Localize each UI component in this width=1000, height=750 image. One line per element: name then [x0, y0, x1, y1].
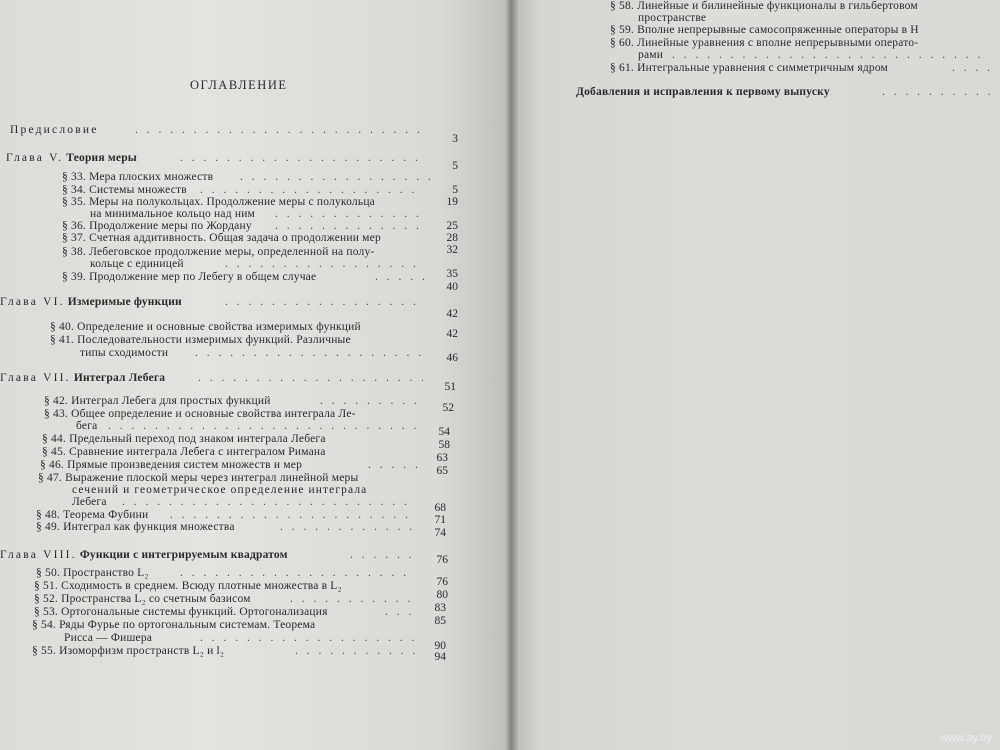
watermark: www.ay.by — [940, 732, 992, 744]
section-title: Ортогональные системы функций. Ортогонализация — [61, 606, 328, 618]
chapter-8-heading — [0, 549, 288, 562]
section-number: § 42. — [44, 395, 68, 407]
page-number: 46 — [446, 352, 458, 364]
page-number: 28 — [446, 232, 458, 244]
leader-dots — [225, 296, 425, 309]
leader-dots — [290, 593, 415, 606]
chapter-title: Теория меры — [66, 152, 137, 164]
section-number: § 54. — [32, 619, 56, 631]
leader-dots — [350, 549, 415, 562]
section-title: Линейные уравнения с вполне непрерывными операто- — [637, 37, 919, 49]
chapter-prefix: Глава VI. — [0, 296, 65, 308]
page-number: 76 — [436, 554, 448, 566]
section-number: § 41. — [50, 334, 74, 346]
section-title: Продолжение мер по Лебегу в общем случае — [89, 271, 317, 283]
section-title: Предельный переход под знаком интеграла Лебега — [69, 433, 326, 445]
section-title-cont: кольце с единицей — [90, 258, 184, 270]
chapter-prefix: Глава V. — [6, 152, 64, 164]
section-number: § 50. — [36, 567, 60, 579]
addenda-entry: Добавления и исправления к первому выпуску — [576, 86, 830, 98]
section-title: Продолжение меры по Жордану — [89, 220, 252, 232]
section-title: Ряды Фурье по ортогональным системам. Теорема — [59, 619, 316, 631]
leader-dots — [882, 86, 990, 99]
toc-entry-49 — [36, 521, 235, 534]
page-number: 35 — [446, 268, 458, 280]
page-number: 3 — [452, 133, 458, 145]
section-number: § 33. — [62, 171, 86, 183]
page-number: 5 — [452, 184, 458, 196]
page-title: ОГЛАВЛЕНИЕ — [190, 78, 288, 92]
section-title: Мера плоских множеств — [89, 171, 214, 183]
chapter-prefix: Глава VIII. — [0, 549, 77, 561]
section-title: Интегральные уравнения с симметричным ядром — [637, 62, 889, 74]
leader-dots — [295, 645, 415, 658]
section-number: § 34. — [62, 184, 86, 196]
page-number: 32 — [446, 244, 458, 256]
toc-entry-61 — [610, 62, 888, 75]
section-title: Счетная аддитивность. Общая задача о продолжении мер — [89, 232, 381, 244]
page-number: 19 — [446, 196, 458, 208]
chapter-title: Измеримые функции — [67, 296, 182, 308]
section-title-cont: на минимальное кольцо над ним — [90, 208, 256, 220]
section-title-cont: сечений и геометрическое определение интеграла — [72, 484, 368, 496]
section-title-cont: типы сходимости — [80, 347, 169, 359]
section-number: § 43. — [44, 408, 68, 420]
section-number: § 49. — [36, 521, 60, 533]
toc-entry-41 — [50, 334, 351, 347]
section-title: Интеграл как функция множества — [63, 521, 235, 533]
leader-dots — [108, 420, 420, 433]
section-title-cont: пространстве — [638, 12, 707, 24]
section-number: § 36. — [62, 220, 86, 232]
chapter-5-heading — [6, 152, 137, 165]
section-title: Последовательности измеримых функций. Различные — [77, 334, 351, 346]
page-number: 76 — [436, 576, 448, 588]
section-number: § 38. — [62, 246, 86, 258]
page-number: 80 — [436, 589, 448, 601]
section-title: Теорема Фубини — [63, 509, 149, 521]
toc-entry-45 — [42, 446, 326, 459]
section-title: Пространство L₂ — [63, 567, 149, 579]
page-number: 54 — [438, 426, 450, 438]
toc-entry-50 — [36, 567, 149, 580]
chapter-title: Интеграл Лебега — [73, 372, 166, 384]
leader-dots — [385, 606, 415, 619]
section-number: § 55. — [32, 645, 56, 657]
page-number: 65 — [436, 465, 448, 477]
leader-dots — [320, 395, 420, 408]
section-title: Лебеговское продолжение меры, определенной на полу- — [89, 246, 375, 258]
section-title-cont: Рисса — Фишера — [64, 632, 153, 644]
section-number: § 46. — [40, 459, 64, 471]
section-title: Системы множеств — [89, 184, 187, 196]
page-number: 42 — [446, 328, 458, 340]
chapter-6-heading — [0, 296, 182, 309]
toc-entry-37 — [62, 232, 381, 245]
leader-dots — [280, 521, 415, 534]
leader-dots — [672, 49, 990, 62]
page-number: 74 — [434, 527, 446, 539]
leader-dots — [180, 152, 425, 165]
section-number: § 61. — [610, 62, 634, 74]
toc-entry-53 — [34, 606, 328, 619]
leader-dots — [135, 124, 425, 137]
leader-dots — [198, 372, 423, 385]
leader-dots — [368, 459, 418, 472]
section-number: § 59. — [610, 24, 634, 36]
section-number: § 52. — [34, 593, 58, 605]
page-number: 94 — [434, 651, 446, 663]
leader-dots — [195, 347, 425, 360]
section-title-cont: бега — [76, 420, 98, 432]
section-title: Сходимость в среднем. Всюду плотные множества в L₂ — [61, 580, 342, 592]
section-title: Сравнение интеграла Лебега с интегралом Римана — [69, 446, 326, 458]
section-number: § 60. — [610, 37, 634, 49]
page-number: 63 — [436, 452, 448, 464]
page-number: 90 — [434, 640, 446, 652]
leader-dots — [375, 271, 425, 284]
section-title: Выражение плоской меры через интеграл линейной меры — [65, 472, 359, 484]
toc-entry-42 — [44, 395, 271, 408]
section-number: § 40. — [50, 321, 74, 333]
leader-dots — [200, 632, 415, 645]
toc-entry-52 — [34, 593, 251, 606]
page-number: 25 — [446, 220, 458, 232]
toc-entry-51 — [34, 580, 342, 593]
leader-dots — [225, 258, 425, 271]
right-page — [512, 0, 1000, 750]
chapter-prefix: Глава VII. — [0, 372, 71, 384]
section-number: § 44. — [42, 433, 66, 445]
book-gutter — [505, 0, 519, 750]
toc-entry-54 — [32, 619, 315, 632]
page-number: 40 — [446, 281, 458, 293]
section-number: § 53. — [34, 606, 58, 618]
toc-entry-39 — [62, 271, 316, 284]
page-number: 58 — [438, 439, 450, 451]
page-number: 51 — [444, 381, 456, 393]
page-number: 68 — [434, 502, 446, 514]
section-number: § 39. — [62, 271, 86, 283]
toc-entry-59 — [610, 24, 919, 37]
chapter-7-heading — [0, 372, 165, 385]
toc-entry-40 — [50, 321, 361, 334]
section-title-cont: Лебега — [72, 496, 107, 508]
section-title: Прямые произведения систем множеств и мер — [67, 459, 303, 471]
page-number: 83 — [434, 602, 446, 614]
section-number: § 51. — [34, 580, 58, 592]
section-number: § 48. — [36, 509, 60, 521]
toc-entry-44 — [42, 433, 326, 446]
toc-entry-46 — [40, 459, 302, 472]
leader-dots — [180, 567, 415, 580]
page-number: 42 — [446, 308, 458, 320]
section-title: Изоморфизм пространств L₂ и l₂ — [59, 645, 225, 657]
page-number: 52 — [442, 402, 454, 414]
section-number: § 45. — [42, 446, 66, 458]
chapter-title: Функции с интегрируемым квадратом — [79, 549, 288, 561]
leader-dots — [952, 62, 990, 75]
section-title: Интеграл Лебега для простых функций — [71, 395, 271, 407]
section-number: § 47. — [38, 472, 62, 484]
section-number: § 35. — [62, 196, 86, 208]
toc-entry-33 — [62, 171, 213, 184]
toc-entry-55 — [32, 645, 224, 658]
page-number: 5 — [452, 160, 458, 172]
section-number: § 37. — [62, 232, 86, 244]
section-title: Пространства L₂ со счетным базисом — [61, 593, 251, 605]
section-title: Линейные и билинейные функционалы в гильбертовом — [637, 0, 918, 12]
section-title-cont: рами — [638, 49, 664, 61]
leader-dots — [240, 171, 430, 184]
page-number: 85 — [434, 615, 446, 627]
section-title: Общее определение и основные свойства интеграла Ле- — [71, 408, 356, 420]
section-number: § 58. — [610, 0, 634, 12]
page-number: 71 — [434, 514, 446, 526]
preface-label: Предисловие — [10, 124, 99, 136]
section-title: Меры на полукольцах. Продолжение меры с полукольца — [89, 196, 375, 208]
section-title: Вполне непрерывные самосопряженные операторы в H — [637, 24, 919, 36]
leader-dots — [122, 496, 412, 509]
section-title: Определение и основные свойства измеримых функций — [77, 321, 361, 333]
